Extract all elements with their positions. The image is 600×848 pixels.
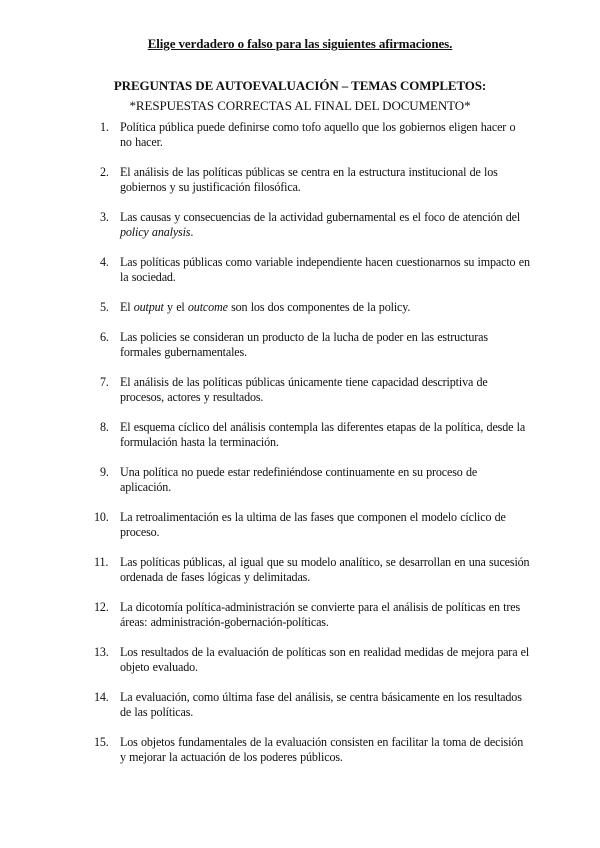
question-text: Una política no puede estar redefiniéndose continuamente en su proceso de aplicación.	[120, 465, 478, 494]
section-heading: PREGUNTAS DE AUTOEVALUACIÓN – TEMAS COMPLETOS:	[113, 78, 487, 93]
question-item	[100, 165, 530, 195]
question-number: 9.	[100, 465, 109, 479]
question-item	[100, 120, 530, 150]
question-number: 15.	[94, 735, 109, 749]
question-number: 13.	[94, 645, 109, 659]
question-text: Política pública puede definirse como tofo aquello que los gobiernos eligen hacer o no hacer.	[120, 120, 516, 149]
question-item	[94, 600, 530, 630]
question-number: 6.	[100, 330, 109, 344]
question-text: El esquema cíclico del análisis contempla las diferentes etapas de la política, desde la formulación hasta la terminación.	[120, 420, 526, 449]
question-text: La evaluación, como última fase del análisis, se centra básicamente en los resultados de las políticas.	[120, 690, 522, 719]
question-text: El análisis de las políticas públicas únicamente tiene capacidad descriptiva de procesos, actores y resultados.	[120, 375, 488, 404]
question-number: 2.	[100, 165, 109, 179]
question-number: 3.	[100, 210, 109, 224]
question-item	[100, 465, 530, 495]
question-item	[100, 330, 530, 360]
italic-term: policy analysis	[120, 225, 191, 239]
question-text: Las causas y consecuencias de la actividad gubernamental es el foco de atención del policy analysis.	[120, 210, 521, 239]
question-number: 4.	[100, 255, 109, 269]
question-text: Las políticas públicas como variable independiente hacen cuestionarnos su impacto en la sociedad.	[120, 255, 530, 284]
question-item	[100, 420, 530, 450]
question-item	[94, 645, 530, 675]
italic-term: outcome	[187, 300, 228, 314]
question-item	[100, 255, 530, 285]
question-item	[94, 690, 530, 720]
question-text: Los objetos fundamentales de la evaluación consisten en facilitar la toma de decisión y mejorar la actuación de los poderes públicos.	[120, 735, 524, 764]
question-text: La dicotomía política-administración se convierte para el análisis de políticas en tres áreas: administración-gobernación-políticas.	[120, 600, 521, 629]
question-item	[94, 510, 530, 540]
question-item	[94, 735, 530, 765]
question-item	[100, 210, 530, 240]
question-text: El output y el outcome son los dos componentes de la policy.	[120, 300, 411, 314]
question-number: 5.	[100, 300, 109, 314]
question-text: Las policies se consideran un producto de la lucha de poder en las estructuras formales gubernamentales.	[120, 330, 488, 359]
question-item	[94, 555, 530, 585]
question-number: 10.	[94, 510, 109, 524]
question-number: 8.	[100, 420, 109, 434]
question-number: 7.	[100, 375, 109, 389]
question-item	[100, 375, 530, 405]
question-number: 14.	[94, 690, 109, 704]
question-text: Las políticas públicas, al igual que su modelo analítico, se desarrollan en una sucesión ordenada de fases lógicas y delimitadas.	[120, 555, 530, 584]
question-number: 12.	[94, 600, 109, 614]
question-number: 11.	[94, 555, 109, 569]
question-text: El análisis de las políticas públicas se centra en la estructura institucional de los gobiernos y su justificación filosófica.	[120, 165, 498, 194]
question-text: Los resultados de la evaluación de políticas son en realidad medidas de mejora para el objeto evaluado.	[120, 645, 530, 674]
question-item	[100, 300, 530, 315]
question-number: 1.	[100, 120, 109, 134]
italic-term: output	[133, 300, 164, 314]
question-text: La retroalimentación es la ultima de las fases que componen el modelo cíclico de proceso.	[120, 510, 506, 539]
question-list	[94, 120, 530, 780]
answers-note: *RESPUESTAS CORRECTAS AL FINAL DEL DOCUMENTO*	[129, 98, 471, 113]
instructions-title: Elige verdadero o falso para las siguientes afirmaciones.	[147, 36, 453, 51]
